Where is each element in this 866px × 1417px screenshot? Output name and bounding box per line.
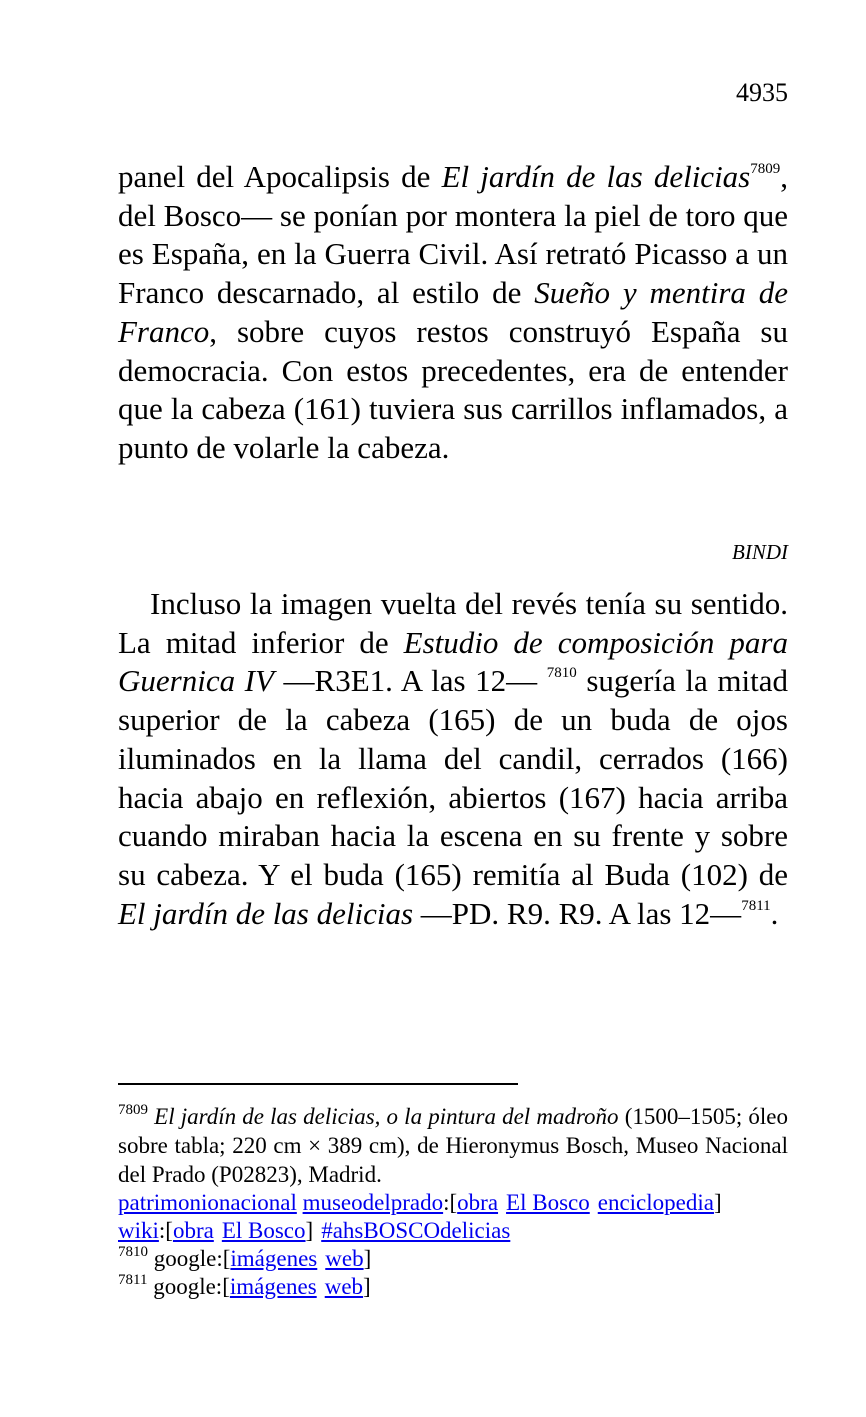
artwork-title: El jardín de las delicias [118,895,414,931]
link-museodelprado[interactable]: museodelprado [302,1190,444,1215]
footnote-ref[interactable]: 7809 [750,161,781,177]
footnote-ref[interactable]: 7810 [546,665,577,682]
section-heading: BINDI [732,540,788,564]
footnote-number: 7810 [118,1244,148,1260]
footnote-separator [118,1083,518,1085]
link-hashtag[interactable]: #ahsBOSCOdelicias [321,1218,511,1243]
link-imagenes[interactable]: imágenes [230,1246,318,1271]
link-patrimonionacional[interactable]: patrimonionacional [118,1190,297,1215]
link-el-bosco[interactable]: El Bosco [506,1190,590,1215]
bracket-close: ] [363,1246,372,1271]
footnote-text: (1500–1505; óleo sobre tabla; 220 cm × 389 cm), de Hieronymus Bosch, Museo Nacional del Prado (P02823), Madrid. [118,1104,789,1187]
footnote-ref[interactable]: 7811 [741,897,771,914]
bracket-close: ] [363,1274,371,1299]
body-paragraph-1 [118,158,788,468]
link-obra[interactable]: obra [457,1190,499,1215]
footnotes [118,1102,788,1301]
paragraph-text: ―R3E1. A las 12― [273,663,547,699]
bracket-close: ] [305,1218,314,1243]
link-web[interactable]: web [325,1246,364,1271]
paragraph-text: sugería la mitad superior de la cabeza (165) de un buda de ojos iluminados en la llama del candil, cerrados (166) hacia abajo en reflexión, abiertos (167) hacia arriba cuando miraban hacia la escena en su frente y sobre su cabeza. Y el buda (165) remitía al Buda (102) de [118,663,789,892]
footnote-links [118,1189,788,1245]
google-prefix: google:[ [153,1246,231,1271]
link-imagenes[interactable]: imágenes [229,1274,317,1299]
footnote-7809 [118,1102,788,1189]
bracket-open: :[ [158,1218,173,1243]
paragraph-text: , del Bosco― se ponían por montera la piel de toro que es España, en la Guerra Civil. Así retrató Picasso a un Franco descarnado, al estilo de [118,159,788,311]
paragraph-text: panel del Apocalipsis de [118,159,442,194]
paragraph-text: Incluso la imagen vuelta del revés tenía su sentido. La mitad inferior de [118,586,788,660]
body-paragraph-2 [118,585,788,933]
bracket-open: :[ [443,1190,458,1215]
artwork-title: Sueño y mentira de Franco [118,275,788,349]
paragraph-text: ―PD. R9. R9. A las 12― [413,895,742,931]
bracket-close: ] [713,1190,722,1215]
google-prefix: google:[ [153,1274,230,1299]
link-enciclopedia[interactable]: enciclopedia [597,1190,714,1215]
paragraph-text: , sobre cuyos restos construyó España su democracia. Con estos precedentes, era de entender que la cabeza (161) tuviera sus carrillos inflamados, a punto de volarle la cabeza. [118,313,788,465]
link-wiki[interactable]: wiki [118,1218,159,1243]
artwork-title: El jardín de las delicias [441,159,751,194]
link-el-bosco[interactable]: El Bosco [221,1218,306,1243]
footnote-7811 [118,1273,788,1301]
link-web[interactable]: web [324,1274,364,1299]
footnote-7810 [118,1245,788,1273]
footnote-title: El jardín de las delicias, o la pintura del madroño [154,1104,619,1129]
page-number: 4935 [736,78,788,107]
artwork-title: Estudio de composición para Guernica IV [118,624,789,699]
paragraph-text: . [770,895,779,931]
footnote-number: 7809 [118,1102,148,1118]
link-obra[interactable]: obra [172,1218,214,1243]
footnote-number: 7811 [118,1272,148,1288]
